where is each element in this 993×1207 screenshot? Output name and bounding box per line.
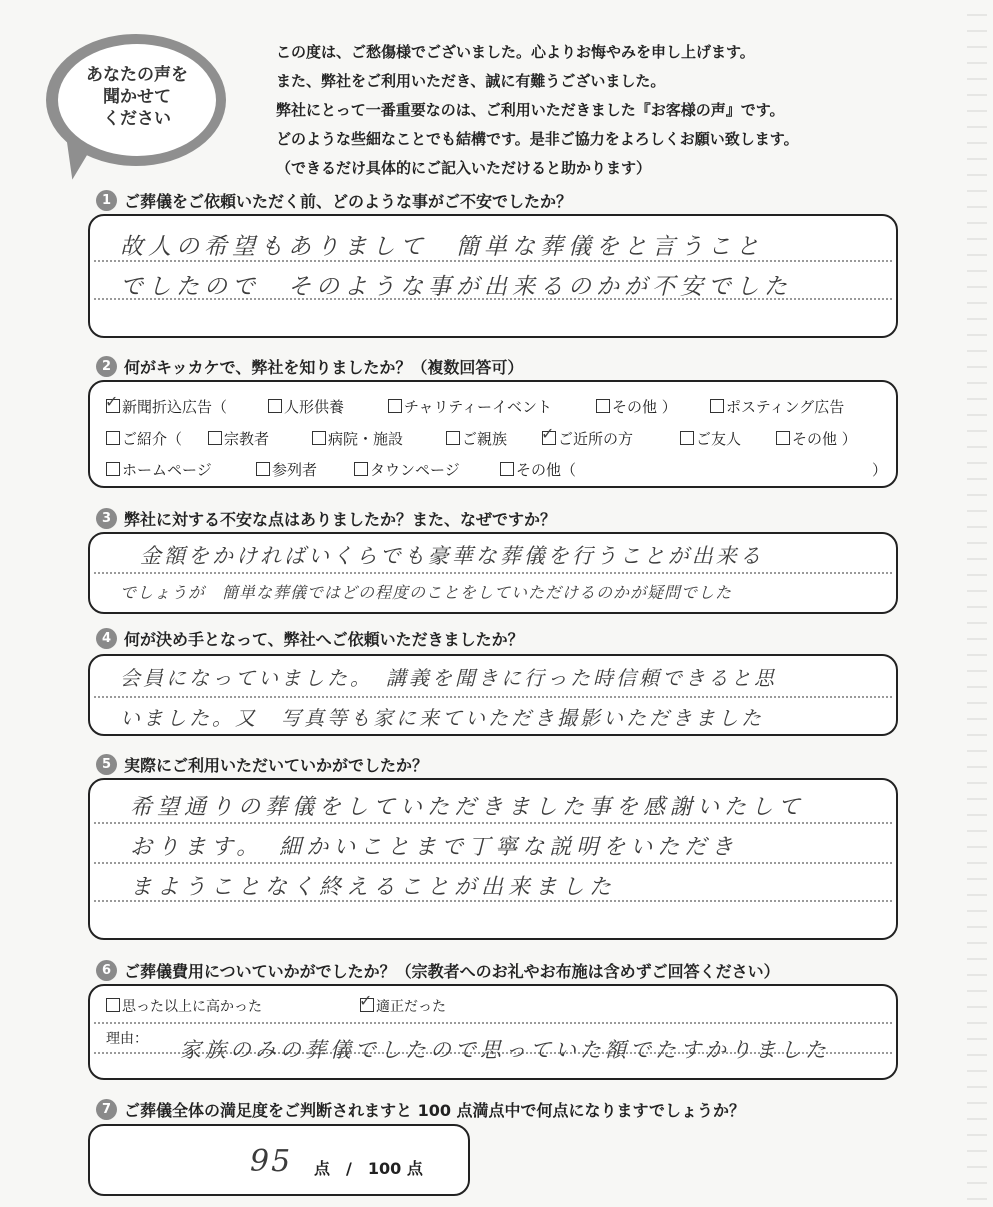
- question-2-heading: [96, 354, 523, 378]
- handwritten-answer-line: 金額をかければいくらでも豪華な葬儀を行うことが出来る: [140, 544, 764, 568]
- option-label: ご近所の方: [558, 430, 634, 448]
- checkbox[interactable]: [500, 462, 514, 476]
- question-5-title: 実際にご利用いただいていかがでしたか？: [124, 755, 429, 775]
- option-friends[interactable]: [680, 428, 741, 449]
- checkbox-checked[interactable]: [359, 991, 374, 1012]
- option-label: 宗教者: [224, 430, 270, 448]
- intro-line: どのような些細なことでも結構です。是非ご協力をよろしくお願い致します。: [276, 130, 799, 148]
- option-newspaper-flyer[interactable]: [105, 392, 228, 417]
- option-label: ご友人: [696, 430, 742, 448]
- question-3-answer-box[interactable]: [88, 532, 898, 614]
- handwritten-answer-line: まようことなく終えることが出来ました: [130, 875, 617, 900]
- question-3-title: 弊社に対する不安な点はありましたか？また、なぜですか？: [124, 509, 557, 529]
- question-1-heading: [96, 188, 572, 212]
- checkbox[interactable]: [268, 399, 282, 413]
- option-label: 人形供養: [284, 398, 345, 416]
- option-label: 思った以上に高かった: [122, 999, 262, 1015]
- option-hospital[interactable]: [312, 428, 403, 449]
- option-posting-ad[interactable]: [710, 396, 844, 417]
- intro-text: [276, 38, 976, 183]
- option-label: ポスティング広告: [726, 398, 845, 416]
- question-6-title: ご葬儀費用についていかがでしたか？（宗教者へのお礼やお布施は含めずご回答ください）: [124, 961, 780, 981]
- intro-line: また、弊社をご利用いただき、誠に有難うございました。: [276, 72, 666, 90]
- option-referral[interactable]: [106, 428, 182, 449]
- question-number-badge: 2: [96, 356, 117, 377]
- handwritten-answer-line: 故人の希望もありまして 簡単な葬儀をと言うこと: [120, 234, 764, 260]
- question-6-heading: [96, 958, 780, 982]
- question-1-title: ご葬儀をご依頼いただく前、どのような事がご不安でしたか？: [124, 191, 573, 211]
- question-2-options-box: [88, 380, 898, 488]
- question-7-heading: [96, 1097, 745, 1121]
- checkbox[interactable]: [106, 998, 120, 1012]
- checkbox[interactable]: [312, 431, 326, 445]
- bubble-line: あなたの声を: [86, 65, 188, 85]
- option-neighbors[interactable]: [541, 424, 634, 449]
- checkbox[interactable]: [446, 431, 460, 445]
- option-charity-event[interactable]: [388, 396, 552, 417]
- option-label: チャリティーイベント: [404, 398, 553, 416]
- question-7-title: ご葬儀全体の満足度をご判断されますと 100 点満点中で何点になりますでしょうか？: [124, 1100, 746, 1120]
- checkbox-checked[interactable]: [105, 392, 120, 413]
- dotted-rule: [94, 822, 892, 824]
- option-label: 新聞折込広告（: [122, 398, 228, 416]
- checkmark-icon: ✓: [541, 424, 555, 443]
- bubble-line: 聞かせて: [103, 87, 171, 107]
- checkbox[interactable]: [256, 462, 270, 476]
- option-other-2[interactable]: [776, 428, 857, 449]
- bubble-line: ください: [103, 109, 171, 129]
- option-label: 適正だった: [376, 999, 446, 1015]
- question-number-badge: 5: [96, 754, 117, 775]
- dotted-rule: [94, 862, 892, 864]
- option-label: ご親族: [462, 430, 508, 448]
- question-5-heading: [96, 752, 428, 776]
- handwritten-answer-line: でしたので そのような事が出来るのかが不安でした: [120, 274, 792, 300]
- dotted-rule: [94, 572, 892, 574]
- option-too-expensive[interactable]: [106, 996, 262, 1016]
- option-label: その他 ）: [792, 430, 857, 448]
- handwritten-answer-line: いました。又 写真等も家に来ていただき撮影いただきました: [120, 706, 764, 730]
- handwritten-answer-line: でしょうが 簡単な葬儀ではどの程度のことをしていただけるのかが疑問でした: [120, 583, 733, 602]
- option-label: タウンページ: [370, 461, 460, 479]
- handwritten-answer-line: 希望通りの葬儀をしていただきました事を感謝いたして: [130, 795, 806, 820]
- checkbox[interactable]: [106, 462, 120, 476]
- question-4-answer-box[interactable]: [88, 654, 898, 736]
- checkbox[interactable]: [388, 399, 402, 413]
- question-1-answer-box[interactable]: [88, 214, 898, 338]
- option-label: その他 ）: [612, 398, 677, 416]
- checkbox[interactable]: [710, 399, 724, 413]
- option-attendee[interactable]: [256, 459, 317, 480]
- option-relatives[interactable]: [446, 428, 507, 449]
- intro-line: この度は、ご愁傷様でございました。心よりお悔やみを申し上げます。: [276, 43, 755, 61]
- question-number-badge: 3: [96, 508, 117, 529]
- question-number-badge: 6: [96, 960, 117, 981]
- question-3-heading: [96, 506, 556, 530]
- option-doll-memorial[interactable]: [268, 396, 344, 417]
- question-6-answer-box: [88, 984, 898, 1080]
- reason-label: 理由：: [106, 1031, 148, 1047]
- option-label: 病院・施設: [328, 430, 404, 448]
- intro-line: 弊社にとって一番重要なのは、ご利用いただきました『お客様の声』です。: [276, 101, 785, 119]
- question-4-heading: [96, 626, 524, 650]
- intro-line: （できるだけ具体的にご記入いただけると助かります）: [276, 159, 652, 177]
- question-4-title: 何が決め手となって、弊社へご依頼いただきましたか？: [124, 629, 524, 649]
- question-number-badge: 1: [96, 190, 117, 211]
- option-reasonable[interactable]: [359, 991, 446, 1016]
- handwritten-answer-line: おります。 細かいことまで丁寧な説明をいただき: [130, 835, 739, 860]
- checkbox-checked[interactable]: [541, 424, 556, 445]
- question-2-title: 何がキッカケで、弊社を知りましたか？（複数回答可）: [124, 357, 524, 377]
- option-label: ご紹介（: [122, 430, 183, 448]
- handwritten-answer-line: 家族のみの葬儀でしたので思っていた額でたすかりました: [180, 1038, 830, 1062]
- option-other-3[interactable]: [500, 459, 576, 480]
- handwritten-score: 95: [250, 1144, 293, 1179]
- option-label: ホームページ: [122, 461, 212, 479]
- option-label: その他（: [516, 461, 577, 479]
- dotted-rule: [94, 1022, 892, 1024]
- score-suffix: 点 / 100 点: [314, 1159, 423, 1178]
- checkbox[interactable]: [354, 462, 368, 476]
- checkbox[interactable]: [776, 431, 790, 445]
- checkbox[interactable]: [208, 431, 222, 445]
- paren-close: ）: [872, 461, 888, 479]
- option-other[interactable]: [596, 396, 677, 417]
- option-townpage[interactable]: [354, 459, 460, 480]
- question-number-badge: 7: [96, 1099, 117, 1120]
- checkbox[interactable]: [596, 399, 610, 413]
- checkmark-icon: ✓: [359, 991, 373, 1010]
- option-homepage[interactable]: [106, 459, 212, 480]
- option-label: 参列者: [272, 461, 318, 479]
- question-number-badge: 4: [96, 628, 117, 649]
- speech-bubble-text: [58, 64, 216, 130]
- checkbox[interactable]: [106, 431, 120, 445]
- handwritten-answer-line: 会員になっていました。 講義を聞きに行った時信頼できると思: [120, 666, 777, 690]
- question-7-score-box[interactable]: [88, 1124, 470, 1196]
- question-5-answer-box[interactable]: [88, 778, 898, 940]
- dotted-rule: [94, 696, 892, 698]
- checkmark-icon: ✓: [105, 392, 119, 411]
- checkbox[interactable]: [680, 431, 694, 445]
- option-religious[interactable]: [208, 428, 269, 449]
